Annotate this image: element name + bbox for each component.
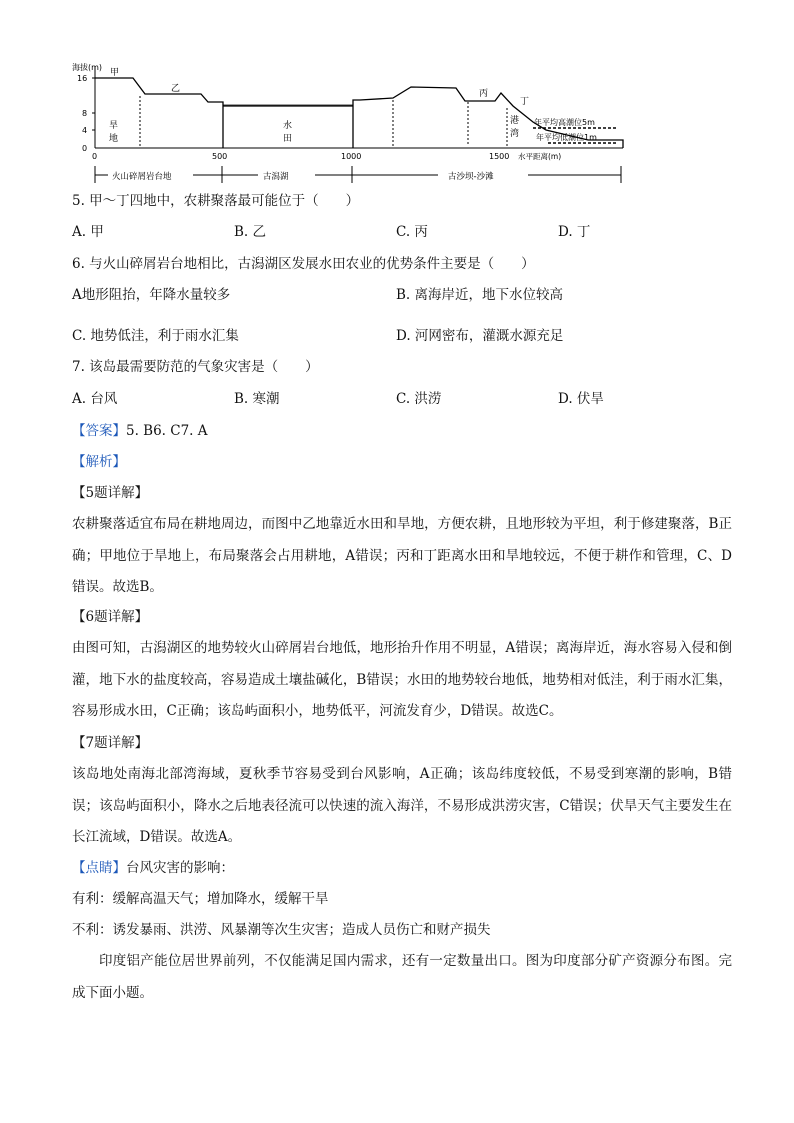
x-tick-label: 1500 bbox=[489, 152, 510, 161]
x-tick-label: 500 bbox=[212, 152, 228, 161]
tide-label-low: 年平均低潮位1m bbox=[536, 133, 597, 142]
zone-label-paddy: 水田 bbox=[281, 120, 291, 146]
question-7-option-c: C. 洪涝 bbox=[396, 391, 442, 407]
x-axis-label: 水平距离(m) bbox=[518, 152, 562, 161]
x-tick-label: 1000 bbox=[341, 152, 362, 161]
tip-bad: 不利：诱发暴雨、洪涝、风暴潮等次生灾害；造成人员伤亡和财产损失 bbox=[72, 922, 491, 938]
question-5-option-b: B. 乙 bbox=[234, 224, 267, 240]
landform-label: 古潟湖 bbox=[263, 172, 289, 182]
question-7-option-d: D. 伏旱 bbox=[558, 391, 604, 407]
landform-label: 古沙坝-沙滩 bbox=[448, 172, 494, 182]
question-7-stem: 7. 该岛最需要防范的气象灾害是（ ） bbox=[72, 359, 319, 375]
point-label-jia: 甲 bbox=[110, 68, 120, 78]
tip-good: 有利：缓解高温天气；增加降水，缓解干旱 bbox=[72, 891, 329, 907]
detail-6-text: 由图可知，古潟湖区的地势较火山碎屑岩台地低，地形抬升作用不明显，A错误；离海岸近，海水容易入侵和倒灌，地下水的盐度较高，容易造成土壤盐碱化，B错误；水田的地势较台地低，地势相对低洼，利于雨水汇集，容易形成水田，C正确；该岛屿面积小，地势低平，河流发育少，D错误。故选C。 bbox=[72, 640, 732, 719]
answer-tag: 【答案】 bbox=[72, 423, 126, 439]
next-question-intro: 印度铝产能位居世界前列，不仅能满足国内需求，还有一定数量出口。图为印度部分矿产资源分布图。完成下面小题。 bbox=[72, 953, 732, 1001]
y-tick-label: 16 bbox=[77, 74, 88, 83]
y-tick-label: 0 bbox=[82, 144, 88, 153]
landform-label: 火山碎屑岩台地 bbox=[112, 172, 172, 182]
x-tick-label: 0 bbox=[92, 152, 98, 161]
answer-line bbox=[72, 421, 208, 441]
question-6-option-d: D. 河网密布，灌溉水源充足 bbox=[396, 328, 564, 344]
terrain-profile-figure bbox=[68, 58, 638, 190]
question-5-stem: 5. 甲～丁四地中，农耕聚落最可能位于（ ） bbox=[72, 193, 360, 209]
detail-6-title: 【6题详解】 bbox=[72, 609, 149, 625]
question-7-option-a: A. 台风 bbox=[72, 391, 118, 407]
question-5-option-d: D. 丁 bbox=[558, 224, 591, 240]
point-label-bing: 丙 bbox=[479, 89, 489, 99]
tip-line bbox=[72, 858, 234, 878]
detail-7-title: 【7题详解】 bbox=[72, 735, 149, 751]
answer-text: 5. B6. C7. A bbox=[126, 423, 208, 439]
y-axis-label: 海拔(m) bbox=[72, 63, 103, 72]
tip-title: 台风灾害的影响： bbox=[126, 860, 234, 876]
detail-5-text: 农耕聚落适宜布局在耕地周边，而图中乙地靠近水田和旱地，方便农耕，且地形较为平坦，利于修建聚落，B正确；甲地位于旱地上，布局聚落会占用耕地，A错误；丙和丁距离水田和旱地较远，不便于耕作和管理，C、D错误。故选B。 bbox=[72, 516, 732, 595]
zone-label-harbor: 港湾 bbox=[508, 115, 518, 141]
detail-7-text: 该岛地处南海北部湾海域，夏秋季节容易受到台风影响，A正确；该岛纬度较低，不易受到寒潮的影响，B错误；该岛屿面积小，降水之后地表径流可以快速的流入海洋，不易形成洪涝灾害，C错误；伏旱天气主要发生在长江流域，D错误。故选A。 bbox=[72, 766, 732, 845]
question-7-option-b: B. 寒潮 bbox=[234, 391, 280, 407]
y-tick-label: 4 bbox=[82, 126, 88, 135]
question-5-option-a: A. 甲 bbox=[72, 224, 104, 240]
question-5-option-c: C. 丙 bbox=[396, 224, 428, 240]
question-6-option-b: B. 离海岸近，地下水位较高 bbox=[396, 287, 564, 303]
analysis-tag: 【解析】 bbox=[72, 454, 126, 470]
question-6-option-a: A地形阻抬，年降水量较多 bbox=[72, 287, 231, 303]
question-6-option-c: C. 地势低洼，利于雨水汇集 bbox=[72, 328, 239, 344]
y-tick-label: 8 bbox=[82, 109, 88, 118]
zone-label-dryland: 旱地 bbox=[107, 120, 117, 146]
detail-5-title: 【5题详解】 bbox=[72, 485, 149, 501]
question-6-stem: 6. 与火山碎屑岩台地相比，古潟湖区发展水田农业的优势条件主要是（ ） bbox=[72, 256, 535, 272]
tide-label-high: 年平均高潮位5m bbox=[534, 118, 595, 127]
tip-tag: 【点睛】 bbox=[72, 860, 126, 876]
point-label-ding: 丁 bbox=[520, 97, 530, 107]
point-label-yi: 乙 bbox=[171, 84, 181, 94]
